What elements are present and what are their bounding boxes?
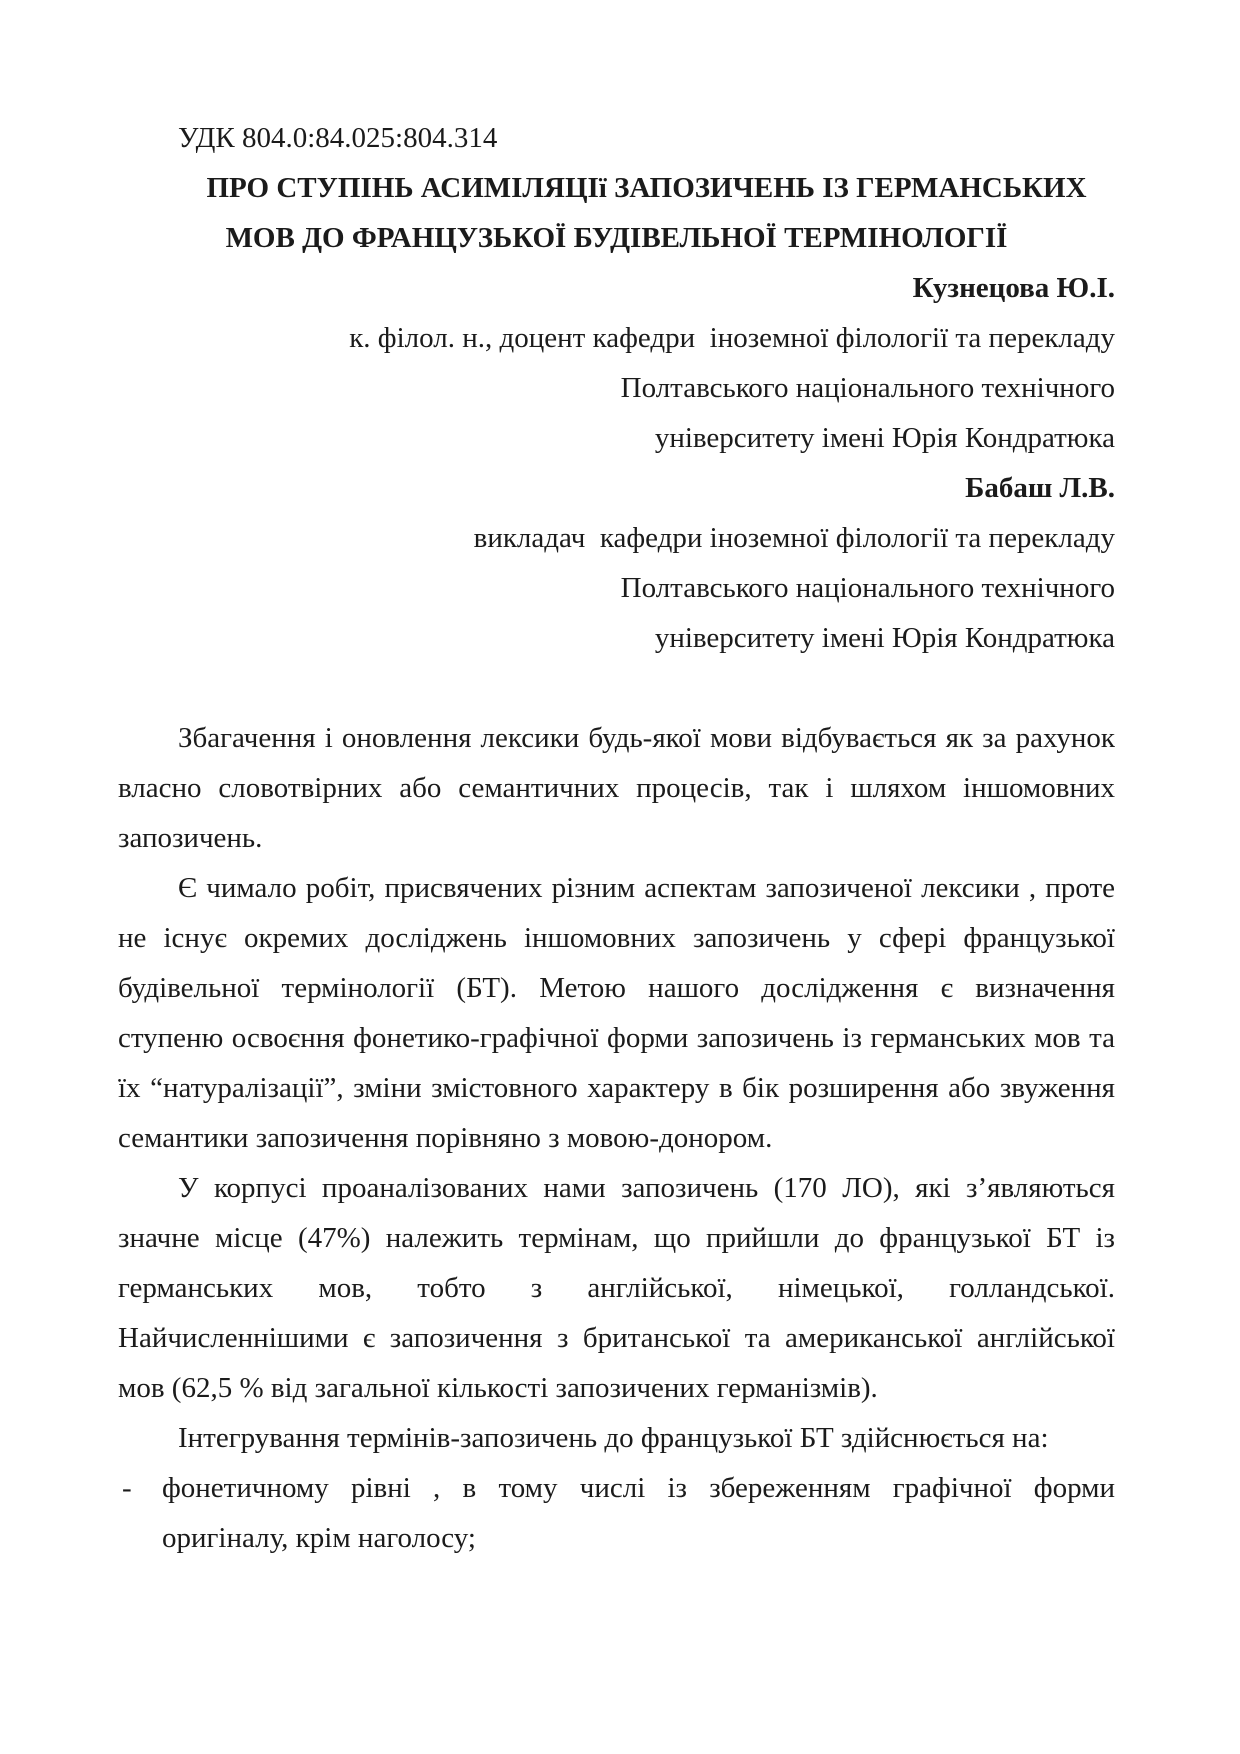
- author-block: [118, 463, 1115, 663]
- paragraph-line: семантики запозичення порівняно з мовою-донором.: [118, 1122, 773, 1154]
- udk-code: УДК 804.0:84.025:804.314: [178, 122, 498, 154]
- author-affiliation-line: Полтавського національного технічного: [620, 372, 1115, 404]
- title-line: МОВ ДО ФРАНЦУЗЬКОЇ БУДІВЕЛЬНОЇ ТЕРМІНОЛОГІЇ: [225, 222, 1008, 254]
- paragraph-line: запозичень.: [118, 822, 263, 854]
- paragraph: [118, 1163, 1115, 1413]
- paragraph-line: власно словотвірних або семантичних процесів, так і шляхом іншомовних: [118, 772, 1115, 804]
- paragraph-line: германських мов, тобто з англійської, німецької, голландської.: [118, 1272, 1115, 1304]
- author-name: Кузнецова Ю.І.: [912, 272, 1115, 304]
- list-item-line: оригіналу, крім наголосу;: [162, 1522, 476, 1554]
- list-item-line: фонетичному рівні , в тому числі із збереженням графічної форми: [162, 1472, 1115, 1504]
- list-item: [118, 1463, 1115, 1563]
- paragraph-line: мов (62,5 % від загальної кількості запозичених германізмів).: [118, 1372, 878, 1404]
- paper-title: [118, 163, 1115, 263]
- paragraph: [118, 863, 1115, 1163]
- paragraph-line: значне місце (47%) належить термінам, що прийшли до французької БТ із: [118, 1222, 1115, 1254]
- paragraph-line: У корпусі проаналізованих нами запозичень (170 ЛО), які з’являються: [178, 1172, 1115, 1204]
- title-line: ПРО СТУПІНЬ АСИМІЛЯЦІї ЗАПОЗИЧЕНЬ ІЗ ГЕРМАНСЬКИХ: [206, 172, 1087, 204]
- paragraph-line: Інтегрування термінів-запозичень до французької БТ здійснюється на:: [178, 1422, 1049, 1454]
- paragraph-line: ступеню освоєння фонетико-графічної форми запозичень із германських мов та: [118, 1022, 1115, 1054]
- paragraph: [118, 713, 1115, 863]
- blank-line: [118, 663, 1115, 713]
- author-affiliation-line: викладач кафедри іноземної філології та перекладу: [473, 522, 1115, 554]
- paragraph-line: Є чимало робіт, присвячених різним аспектам запозиченої лексики , проте: [178, 872, 1115, 904]
- author-affiliation-line: Полтавського національного технічного: [620, 572, 1115, 604]
- paragraph-line: Збагачення і оновлення лексики будь-якої мови відбувається як за рахунок: [178, 722, 1115, 754]
- author-affiliation-line: к. філол. н., доцент кафедри іноземної філології та перекладу: [349, 322, 1115, 354]
- author-block: [118, 263, 1115, 463]
- author-affiliation-line: університету імені Юрія Кондратюка: [654, 422, 1115, 454]
- author-affiliation-line: університету імені Юрія Кондратюка: [654, 622, 1115, 654]
- paragraph: [118, 1413, 1115, 1463]
- list-marker: -: [122, 1472, 132, 1504]
- paragraph-line: Найчисленнішими є запозичення з британської та американської англійської: [118, 1322, 1115, 1354]
- paragraph-line: їх “натуралізації”, зміни змістовного характеру в бік розширення або звуження: [118, 1072, 1115, 1104]
- paragraph-line: будівельної термінології (БТ). Метою нашого дослідження є визначення: [118, 972, 1115, 1004]
- author-name: Бабаш Л.В.: [965, 472, 1115, 504]
- paragraph-line: не існує окремих досліджень іншомовних запозичень у сфері французької: [118, 922, 1115, 954]
